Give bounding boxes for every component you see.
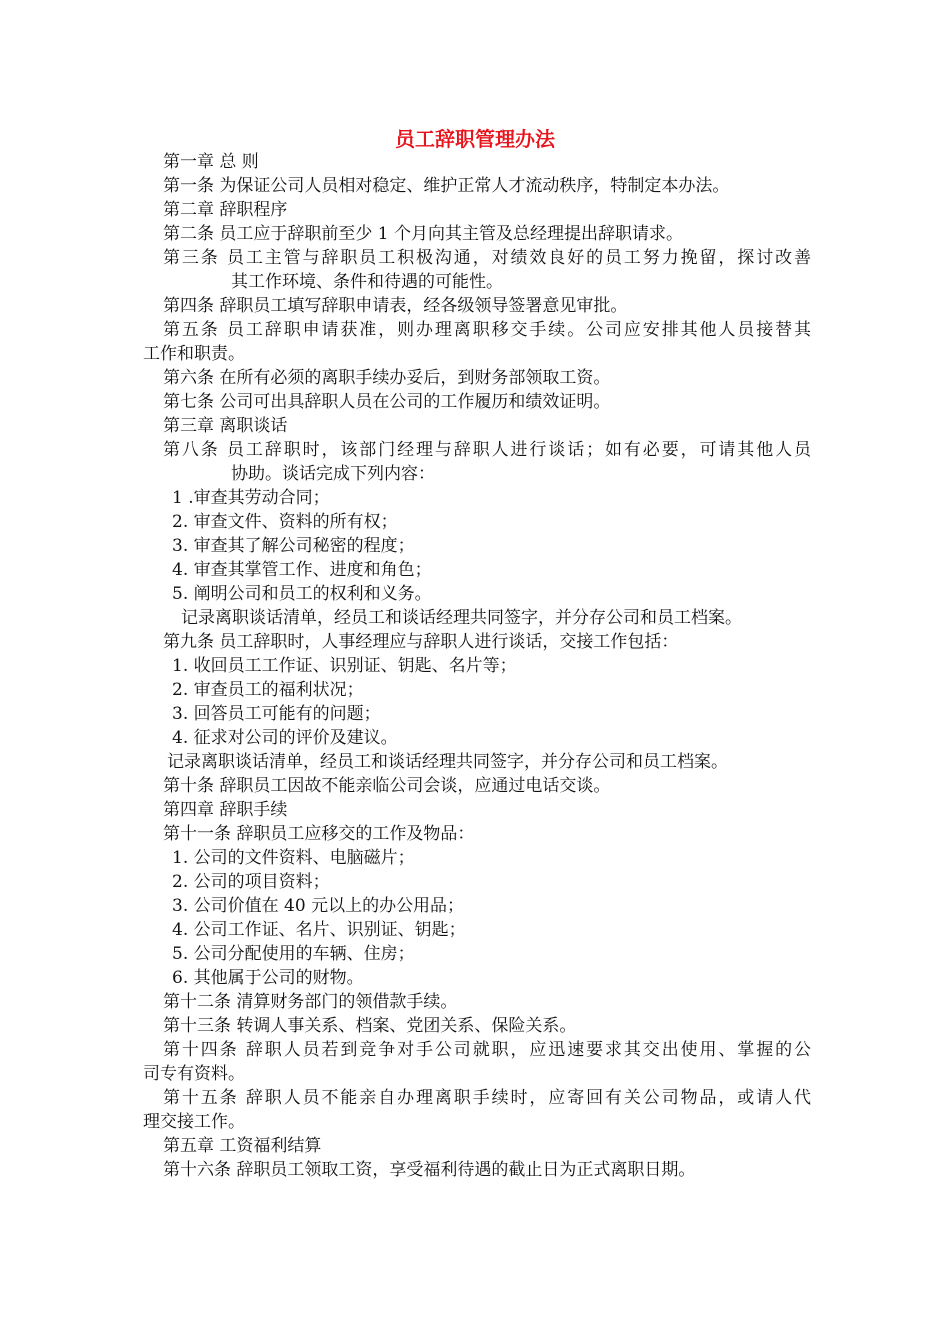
list-item: 4. 公司工作证、名片、识别证、钥匙； — [172, 920, 466, 940]
chapter-heading: 第三章 离职谈话 — [163, 416, 288, 436]
article-line: 第十条 辞职员工因故不能亲临公司会谈，应通过电话交谈。 — [163, 776, 611, 796]
article-line: 第五条 员工辞职申请获准，则办理离职移交手续。公司应安排其他人员接替其 — [163, 320, 811, 340]
list-item: 2. 审查员工的福利状况； — [172, 680, 364, 700]
list-item: 4. 审查其掌管工作、进度和角色； — [172, 560, 432, 580]
list-item: 4. 征求对公司的评价及建议。 — [172, 728, 398, 748]
note-line: 记录离职谈话清单，经员工和谈话经理共同签字，并分存公司和员工档案。 — [181, 608, 742, 628]
list-item: 1 .审查其劳动合同； — [172, 488, 330, 508]
article-line: 第七条 公司可出具辞职人员在公司的工作履历和绩效证明。 — [163, 392, 611, 412]
article-continuation: 理交接工作。 — [143, 1112, 245, 1132]
article-line: 第三条 员工主管与辞职员工积极沟通，对绩效良好的员工努力挽留，探讨改善 — [163, 248, 811, 268]
chapter-heading: 第五章 工资福利结算 — [163, 1136, 322, 1156]
article-line: 第一条 为保证公司人员相对稳定、维护正常人才流动秩序，特制定本办法。 — [163, 176, 730, 196]
document-body — [143, 150, 811, 1182]
article-line: 第十六条 辞职员工领取工资，享受福利待遇的截止日为正式离职日期。 — [163, 1160, 696, 1180]
article-line: 第六条 在所有必须的离职手续办妥后，到财务部领取工资。 — [163, 368, 611, 388]
document-title: 员工辞职管理办法 — [395, 127, 555, 151]
list-item: 1. 收回员工工作证、识别证、钥匙、名片等； — [172, 656, 517, 676]
article-continuation: 其工作环境、条件和待遇的可能性。 — [231, 272, 503, 292]
article-line: 第十五条 辞职人员不能亲自办理离职手续时，应寄回有关公司物品，或请人代 — [163, 1088, 811, 1108]
article-line: 第八条 员工辞职时，该部门经理与辞职人进行谈话；如有必要，可请其他人员 — [163, 440, 811, 460]
note-line: 记录离职谈话清单，经员工和谈话经理共同签字，并分存公司和员工档案。 — [167, 752, 728, 772]
article-line: 第十二条 清算财务部门的领借款手续。 — [163, 992, 458, 1012]
chapter-heading: 第一章 总 则 — [163, 152, 259, 172]
article-line: 第九条 员工辞职时，人事经理应与辞职人进行谈话，交接工作包括： — [163, 632, 679, 652]
list-item: 1. 公司的文件资料、电脑磁片； — [172, 848, 415, 868]
article-continuation: 协助。谈话完成下列内容： — [231, 464, 435, 484]
article-line: 第十一条 辞职员工应移交的工作及物品： — [163, 824, 475, 844]
article-continuation: 司专有资料。 — [143, 1064, 245, 1084]
list-item: 5. 公司分配使用的车辆、住房； — [172, 944, 415, 964]
article-line: 第四条 辞职员工填写辞职申请表，经各级领导签署意见审批。 — [163, 296, 628, 316]
chapter-heading: 第二章 辞职程序 — [163, 200, 288, 220]
article-continuation: 工作和职责。 — [143, 344, 245, 364]
article-line: 第十三条 转调人事关系、档案、党团关系、保险关系。 — [163, 1016, 577, 1036]
chapter-heading: 第四章 辞职手续 — [163, 800, 288, 820]
list-item: 6. 其他属于公司的财物。 — [172, 968, 364, 988]
article-line: 第二条 员工应于辞职前至少 1 个月向其主管及总经理提出辞职请求。 — [163, 224, 684, 244]
list-item: 5. 阐明公司和员工的权利和义务。 — [172, 584, 432, 604]
list-item: 2. 公司的项目资料； — [172, 872, 330, 892]
article-line: 第十四条 辞职人员若到竞争对手公司就职，应迅速要求其交出使用、掌握的公 — [163, 1040, 811, 1060]
list-item: 3. 回答员工可能有的问题； — [172, 704, 381, 724]
list-item: 3. 公司价值在 40 元以上的办公用品； — [172, 896, 465, 916]
list-item: 3. 审查其了解公司秘密的程度； — [172, 536, 415, 556]
list-item: 2. 审查文件、资料的所有权； — [172, 512, 398, 532]
